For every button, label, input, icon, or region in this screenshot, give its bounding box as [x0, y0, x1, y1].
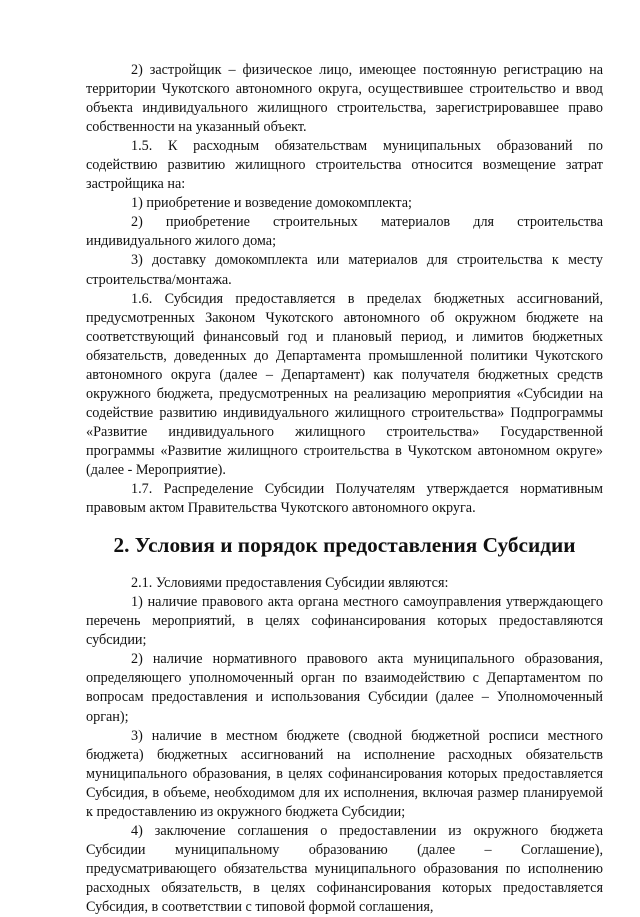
paragraph: 1) приобретение и возведение домокомплекта;	[131, 195, 412, 212]
paragraphs-before	[86, 61, 603, 518]
paragraphs-after	[86, 574, 603, 917]
paragraph: 1) наличие правового акта органа местного самоуправления утверждающего перечень мероприятий, в целях софинансирования которых предоставляются субсидии;	[86, 594, 603, 649]
paragraph: 2) застройщик – физическое лицо, имеющее постоянную регистрацию на территории Чукотского автономного округа, осуществившее строительство и ввод объекта индивидуального жилищного строительства, зарегистрировавшее право собственности на указанный объект.	[86, 62, 603, 136]
paragraph: 2) приобретение строительных материалов для строительства индивидуального жилого дома;	[86, 214, 603, 250]
paragraph: 1.5. К расходным обязательствам муниципальных образований по содействию развитию жилищного строительства относится возмещение затрат застройщика на:	[86, 138, 603, 193]
paragraph: 4) заключение соглашения о предоставлении из окружного бюджета Субсидии муниципальному образованию (далее – Соглашение), предусматривающего обязательства муниципального образования по исполнению расходных обязательств, в целях софинансирования которых предоставляется Субсидия, в соответствии с типовой формой соглашения,	[86, 822, 603, 915]
paragraph: 2) наличие нормативного правового акта муниципального образования, определяющего уполномоченный орган по взаимодействию с Департаментом по вопросам предоставления и использования Субсидии (далее – Уполномоченный орган);	[86, 651, 603, 725]
paragraph: 2.1. Условиями предоставления Субсидии являются:	[131, 575, 449, 592]
paragraph: 1.6. Субсидия предоставляется в пределах бюджетных ассигнований, предусмотренных Законом Чукотского автономного об окружном бюджете на соответствующий финансовый год и плановый период, и лимитов бюджетных обязательств, доведенных до Департамента промышленной политики Чукотского автономного округа (далее – Департамент) как получателя бюджетных средств окружного бюджета, предусмотренных на реализацию мероприятия «Субсидии на содействие развитию индивидуального жилищного строительства» Подпрограммы «Развитие индивидуального жилищного строительства» Государственной программы «Развитие жилищного строительства в Чукотском автономном округе» (далее - Мероприятие).	[86, 290, 603, 478]
document-page	[86, 61, 603, 917]
paragraph: 3) наличие в местном бюджете (сводной бюджетной росписи местного бюджета) бюджетных ассигнований на исполнение расходных обязательств муниципального образования, в целях софинансирования которых предоставляется Субсидия, в объеме, необходимом для их исполнения, включая размер планируемой к предоставлению из окружного бюджета Субсидии;	[86, 727, 603, 820]
paragraph: 1.7. Распределение Субсидии Получателям утверждается нормативным правовым актом Правительства Чукотского автономного округа.	[86, 481, 603, 517]
section-heading: 2. Условия и порядок предоставления Субсидии	[113, 533, 576, 558]
paragraph: 3) доставку домокомплекта или материалов для строительства к месту строительства/монтажа.	[86, 252, 603, 288]
